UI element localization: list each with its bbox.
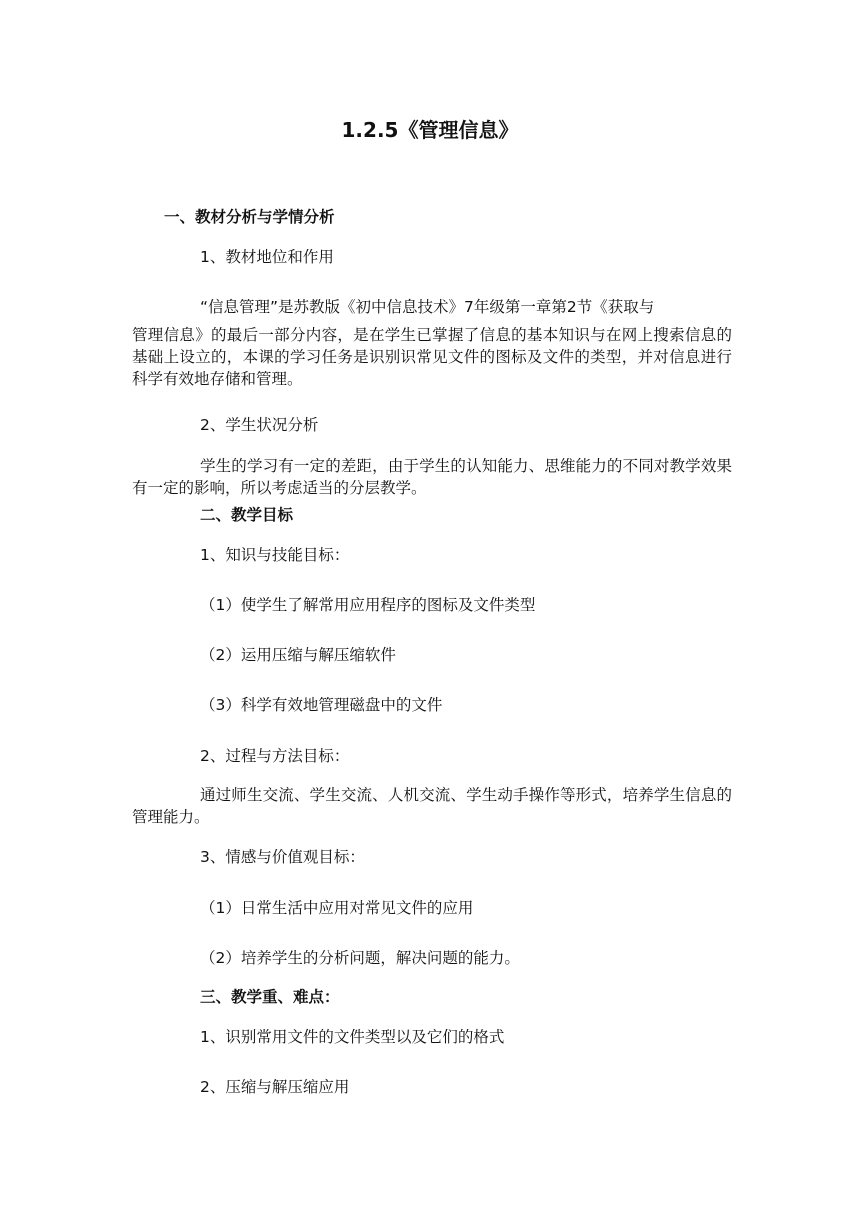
paragraph-2-2: 通过师生交流、学生交流、人机交流、学生动手操作等形式，培养学生信息的管理能力。 bbox=[132, 786, 732, 826]
paragraph-1-1-first-line: “信息管理”是苏教版《初中信息技术》7年级第一章第2节《获取与 bbox=[200, 298, 655, 316]
paragraph-1-2: 学生的学习有一定的差距，由于学生的认知能力、思维能力的不同对教学效果有一定的影响，所以考虑适当的分层教学。 bbox=[132, 457, 732, 497]
list-item-2-3-1: （1）日常生活中应用对常见文件的应用 bbox=[200, 899, 474, 917]
list-item-2-1-1: （1）使学生了解常用应用程序的图标及文件类型 bbox=[200, 596, 536, 614]
document-title: 1.2.5《管理信息》 bbox=[341, 118, 519, 142]
list-item-3-1: 1、识别常用文件的文件类型以及它们的格式 bbox=[200, 1028, 505, 1046]
list-item-2-3-2: （2）培养学生的分析问题，解决问题的能力。 bbox=[200, 949, 520, 967]
subheading-2-1: 1、知识与技能目标： bbox=[200, 546, 350, 564]
section-heading-3: 三、教学重、难点： bbox=[200, 988, 340, 1006]
list-item-2-1-3: （3）科学有效地管理磁盘中的文件 bbox=[200, 696, 443, 714]
subheading-1-2: 2、学生状况分析 bbox=[200, 416, 319, 434]
list-item-3-2: 2、压缩与解压缩应用 bbox=[200, 1078, 350, 1096]
subheading-1-1: 1、教材地位和作用 bbox=[200, 248, 334, 266]
subheading-2-3: 3、情感与价值观目标： bbox=[200, 848, 365, 866]
subheading-2-2: 2、过程与方法目标： bbox=[200, 747, 350, 765]
paragraph-1-1-body: 管理信息》的最后一部分内容，是在学生已掌握了信息的基本知识与在网上搜索信息的基础上设立的，本课的学习任务是识别识常见文件的图标及文件的类型，并对信息进行科学有效地存储和管理。 bbox=[132, 326, 732, 388]
list-item-2-1-2: （2）运用压缩与解压缩软件 bbox=[200, 646, 396, 664]
section-heading-2: 二、教学目标 bbox=[200, 506, 294, 524]
section-heading-1: 一、教材分析与学情分析 bbox=[164, 208, 335, 226]
